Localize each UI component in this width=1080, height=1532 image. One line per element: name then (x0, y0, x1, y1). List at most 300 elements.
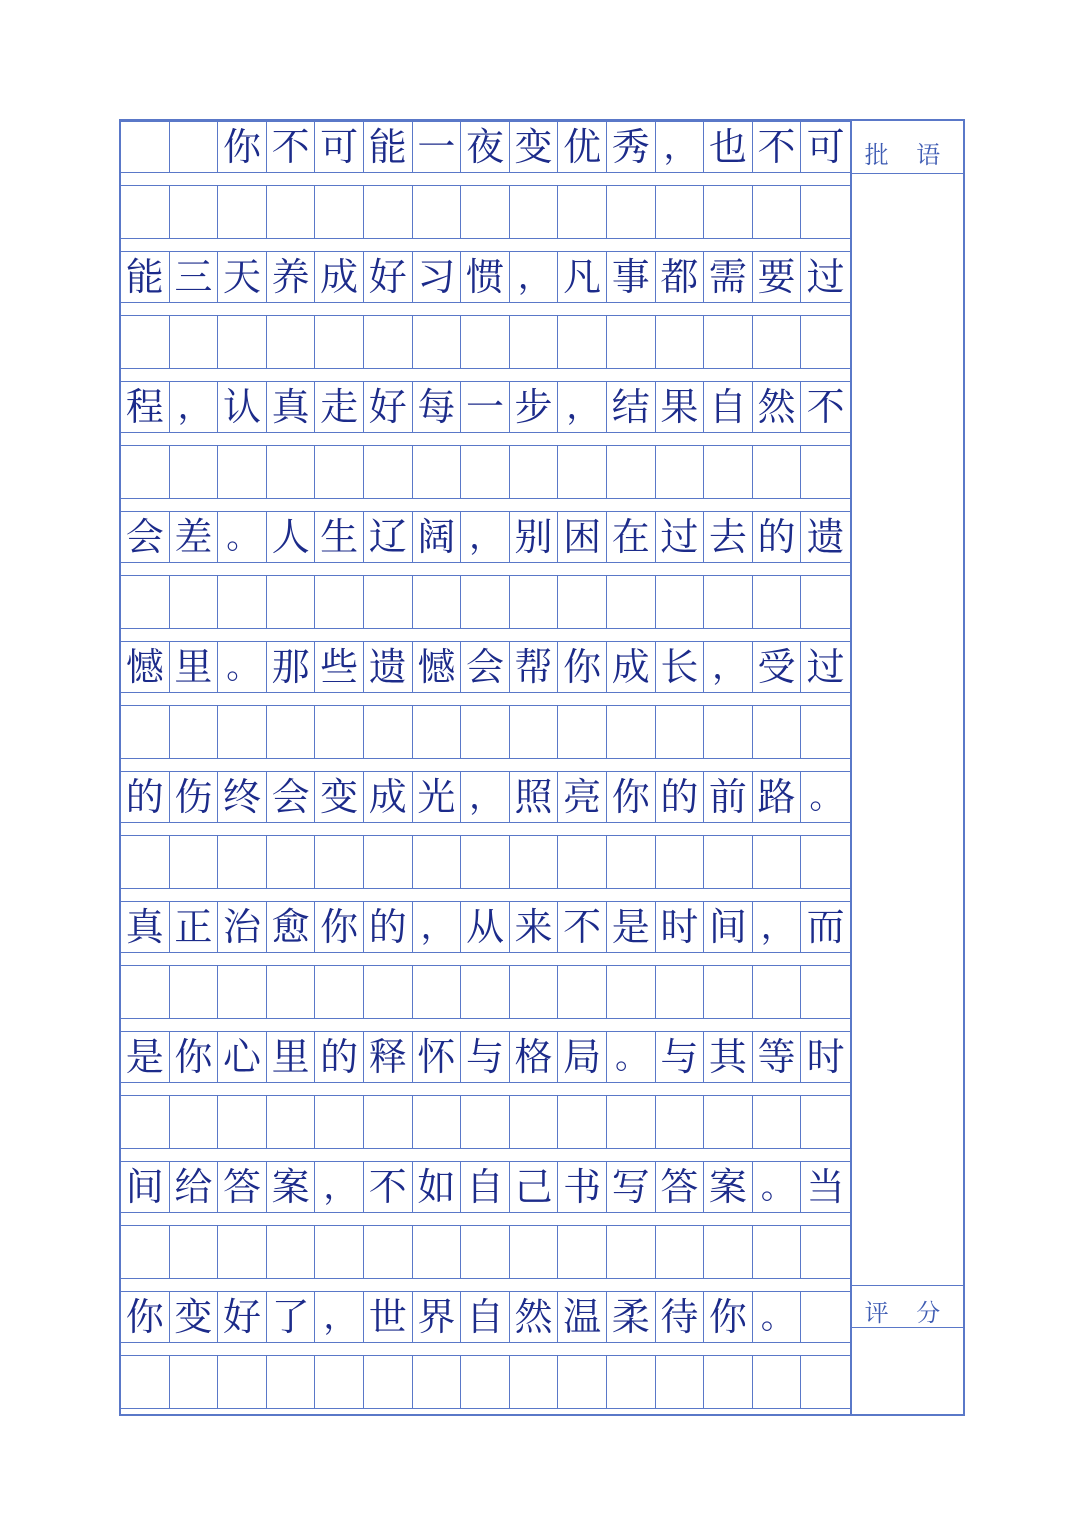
grid-cell (267, 576, 316, 628)
grid-cell: 与 (461, 1032, 510, 1082)
grid-cell (315, 1356, 364, 1408)
grid-cell (218, 186, 267, 238)
grid-cell (461, 706, 510, 758)
grid-cell (801, 446, 850, 498)
grid-cell (656, 1356, 705, 1408)
grid-cell: ， (656, 122, 705, 172)
grid-cell: ， (315, 1292, 364, 1342)
grid-cell (607, 316, 656, 368)
grid-cell: 也 (704, 122, 753, 172)
grid-cell (607, 1226, 656, 1278)
grid-cell: 的 (656, 772, 705, 822)
grid-cell (121, 576, 170, 628)
grid-cell (267, 316, 316, 368)
grid-cell: 天 (218, 252, 267, 302)
text-row (121, 381, 850, 433)
grid-cell: 你 (704, 1292, 753, 1342)
grid-cell (121, 186, 170, 238)
grid-cell (801, 1292, 850, 1342)
grid-cell (753, 1096, 802, 1148)
grid-cell: 从 (461, 902, 510, 952)
grid-cell: 长 (656, 642, 705, 692)
grid-cell: 都 (656, 252, 705, 302)
grid-cell (656, 446, 705, 498)
grid-cell: 需 (704, 252, 753, 302)
grid-cell: 待 (656, 1292, 705, 1342)
grid-cell (558, 836, 607, 888)
grid-cell: 。 (753, 1292, 802, 1342)
grid-cell (413, 836, 462, 888)
grid-cell (656, 316, 705, 368)
grid-cell (607, 706, 656, 758)
grid-cell: 可 (315, 122, 364, 172)
grid-cell: 当 (806, 1165, 845, 1209)
grid-cell: 里 (267, 1032, 316, 1082)
character-grid (121, 121, 850, 1414)
grid-cell (170, 122, 219, 172)
grid-cell (801, 186, 850, 238)
comment-divider (852, 173, 963, 174)
grid-cell: 柔 (607, 1292, 656, 1342)
grid-cell (170, 576, 219, 628)
grid-cell (170, 706, 219, 758)
blank-row (121, 1095, 850, 1149)
grid-cell: 给 (170, 1162, 219, 1212)
grid-cell: ， (315, 1162, 364, 1212)
text-row (121, 901, 850, 953)
grid-cell: 会 (121, 512, 170, 562)
grid-cell: 来 (510, 902, 559, 952)
grid-cell: 间 (704, 902, 753, 952)
grid-cell (704, 1096, 753, 1148)
grid-cell: 。 (753, 1162, 802, 1212)
grid-cell (801, 576, 850, 628)
grid-cell (121, 446, 170, 498)
grid-cell (510, 186, 559, 238)
blank-row (121, 315, 850, 369)
grid-cell (170, 186, 219, 238)
grid-cell: 是 (121, 1032, 170, 1082)
grid-cell (801, 316, 850, 368)
grid-cell (413, 576, 462, 628)
grid-cell (315, 706, 364, 758)
grid-cell: 过 (806, 255, 845, 299)
grid-cell: 然 (510, 1292, 559, 1342)
grid-cell (170, 836, 219, 888)
blank-row (121, 705, 850, 759)
grid-cell (704, 1226, 753, 1278)
grid-cell: 的 (315, 1032, 364, 1082)
grid-cell: 然 (753, 382, 802, 432)
grid-cell: ， (510, 252, 559, 302)
grid-cell: 不 (806, 385, 845, 429)
grid-cell: 结 (607, 382, 656, 432)
grid-cell (413, 1356, 462, 1408)
side-column (850, 121, 963, 1414)
grid-cell: 那 (267, 642, 316, 692)
grid-cell: 写 (607, 1162, 656, 1212)
grid-cell: ， (461, 512, 510, 562)
grid-cell (364, 316, 413, 368)
grid-cell: 优 (558, 122, 607, 172)
grid-cell (607, 576, 656, 628)
grid-cell (461, 186, 510, 238)
grid-cell: 光 (413, 772, 462, 822)
grid-cell (510, 1096, 559, 1148)
grid-cell: 受 (753, 642, 802, 692)
grid-cell (704, 446, 753, 498)
grid-cell (267, 836, 316, 888)
grid-cell: 正 (170, 902, 219, 952)
grid-cell: 凡 (558, 252, 607, 302)
grid-cell (413, 706, 462, 758)
grid-cell: 辽 (364, 512, 413, 562)
grid-cell (315, 186, 364, 238)
grid-cell (218, 706, 267, 758)
grid-cell: 要 (753, 252, 802, 302)
grid-cell (704, 836, 753, 888)
blank-row (121, 835, 850, 889)
grid-cell: 遗 (806, 515, 845, 559)
grid-cell: 变 (170, 1292, 219, 1342)
score-top-divider (852, 1285, 963, 1286)
grid-cell (267, 1226, 316, 1278)
grid-cell: 些 (315, 642, 364, 692)
grid-cell: ， (753, 902, 802, 952)
grid-cell: 生 (315, 512, 364, 562)
text-row (121, 771, 850, 823)
grid-cell (364, 186, 413, 238)
grid-cell (267, 186, 316, 238)
grid-cell: 帮 (510, 642, 559, 692)
grid-cell: 你 (607, 772, 656, 822)
grid-cell: 在 (607, 512, 656, 562)
grid-cell (218, 446, 267, 498)
grid-cell (558, 1096, 607, 1148)
grid-cell (558, 966, 607, 1018)
grid-cell (364, 1356, 413, 1408)
text-row (121, 641, 850, 693)
grid-cell (170, 1226, 219, 1278)
grid-cell: 是 (607, 902, 656, 952)
grid-cell (510, 446, 559, 498)
grid-cell: 亮 (558, 772, 607, 822)
grid-cell (364, 836, 413, 888)
grid-cell: 。 (809, 777, 844, 817)
grid-cell (461, 1356, 510, 1408)
grid-cell: 答 (218, 1162, 267, 1212)
comment-label: 批 语 (864, 141, 951, 169)
grid-cell (704, 316, 753, 368)
grid-cell: 心 (218, 1032, 267, 1082)
grid-cell: 你 (315, 902, 364, 952)
grid-cell: 夜 (461, 122, 510, 172)
grid-cell (461, 316, 510, 368)
grid-cell: 走 (315, 382, 364, 432)
grid-cell (753, 1226, 802, 1278)
grid-cell (121, 966, 170, 1018)
grid-cell (170, 1096, 219, 1148)
grid-cell (558, 576, 607, 628)
grid-cell (218, 836, 267, 888)
grid-cell: 变 (315, 772, 364, 822)
grid-cell (704, 186, 753, 238)
grid-cell: 间 (121, 1162, 170, 1212)
grid-cell (607, 1096, 656, 1148)
grid-cell: 案 (267, 1162, 316, 1212)
grid-cell: ， (704, 642, 753, 692)
grid-cell (656, 576, 705, 628)
grid-cell (704, 706, 753, 758)
grid-cell (461, 1096, 510, 1148)
grid-cell (801, 966, 850, 1018)
text-row (121, 1291, 850, 1343)
grid-cell: 憾 (413, 642, 462, 692)
grid-cell (801, 706, 850, 758)
grid-cell (801, 1356, 850, 1408)
grid-cell (413, 316, 462, 368)
text-row (121, 251, 850, 303)
grid-cell: 你 (121, 1292, 170, 1342)
grid-cell (656, 706, 705, 758)
grid-cell (315, 1226, 364, 1278)
text-row (121, 121, 850, 173)
grid-cell: 里 (170, 642, 219, 692)
grid-cell (558, 1356, 607, 1408)
grid-cell (170, 446, 219, 498)
grid-cell: 怀 (413, 1032, 462, 1082)
grid-cell: 会 (267, 772, 316, 822)
grid-cell: 遗 (364, 642, 413, 692)
grid-cell: 习 (413, 252, 462, 302)
grid-cell (121, 316, 170, 368)
grid-cell: 伤 (170, 772, 219, 822)
grid-cell: 成 (315, 252, 364, 302)
grid-cell (364, 706, 413, 758)
grid-cell (656, 186, 705, 238)
blank-row (121, 1355, 850, 1409)
grid-cell: 照 (510, 772, 559, 822)
grid-cell: 答 (656, 1162, 705, 1212)
grid-cell (510, 576, 559, 628)
grid-cell (413, 186, 462, 238)
grid-cell: 会 (461, 642, 510, 692)
grid-cell (315, 966, 364, 1018)
grid-cell: 认 (218, 382, 267, 432)
grid-cell (170, 966, 219, 1018)
grid-cell: 憾 (121, 642, 170, 692)
grid-cell: 成 (364, 772, 413, 822)
grid-cell: 能 (121, 252, 170, 302)
grid-cell (558, 706, 607, 758)
grid-cell (607, 1356, 656, 1408)
grid-cell (218, 1096, 267, 1148)
grid-cell: 等 (753, 1032, 802, 1082)
grid-cell: 温 (558, 1292, 607, 1342)
grid-cell (218, 316, 267, 368)
grid-cell: 好 (364, 382, 413, 432)
grid-cell: 。 (218, 512, 267, 562)
grid-cell: 的 (121, 772, 170, 822)
grid-cell: 惯 (461, 252, 510, 302)
grid-cell: 其 (704, 1032, 753, 1082)
grid-cell (704, 576, 753, 628)
grid-cell (461, 446, 510, 498)
grid-cell (558, 316, 607, 368)
grid-cell: 别 (510, 512, 559, 562)
grid-cell (801, 836, 850, 888)
grid-cell: 而 (806, 905, 845, 949)
grid-cell (607, 966, 656, 1018)
grid-cell (364, 576, 413, 628)
grid-cell (753, 446, 802, 498)
grid-cell: 的 (364, 902, 413, 952)
grid-cell: 秀 (607, 122, 656, 172)
grid-cell (753, 316, 802, 368)
grid-cell (510, 966, 559, 1018)
grid-cell: 能 (364, 122, 413, 172)
grid-cell (170, 1356, 219, 1408)
grid-cell: 界 (413, 1292, 462, 1342)
blank-row (121, 1225, 850, 1279)
grid-cell (364, 1096, 413, 1148)
grid-cell: 的 (753, 512, 802, 562)
grid-cell (656, 1226, 705, 1278)
blank-row (121, 185, 850, 239)
grid-cell (218, 576, 267, 628)
grid-cell: 世 (364, 1292, 413, 1342)
grid-cell: 过 (656, 512, 705, 562)
grid-cell (267, 1356, 316, 1408)
grid-cell (267, 706, 316, 758)
writing-sheet (119, 119, 965, 1416)
grid-cell: 。 (218, 642, 267, 692)
grid-cell (218, 966, 267, 1018)
text-row (121, 511, 850, 563)
grid-cell (753, 1356, 802, 1408)
grid-cell: 局 (558, 1032, 607, 1082)
grid-cell: 格 (510, 1032, 559, 1082)
grid-cell: ， (461, 772, 510, 822)
grid-cell: 好 (364, 252, 413, 302)
score-label: 评 分 (864, 1299, 951, 1327)
grid-cell (704, 1356, 753, 1408)
grid-cell: 可 (806, 125, 845, 169)
grid-cell: 己 (510, 1162, 559, 1212)
grid-cell: 步 (510, 382, 559, 432)
grid-cell (364, 966, 413, 1018)
grid-cell: 你 (218, 122, 267, 172)
grid-cell (753, 186, 802, 238)
grid-cell: ， (558, 382, 607, 432)
grid-cell: 治 (218, 902, 267, 952)
grid-cell (218, 1356, 267, 1408)
grid-cell (656, 1096, 705, 1148)
grid-cell: 愈 (267, 902, 316, 952)
grid-cell (704, 966, 753, 1018)
grid-cell: 真 (121, 902, 170, 952)
grid-cell: 差 (170, 512, 219, 562)
grid-cell: 困 (558, 512, 607, 562)
grid-cell: 释 (364, 1032, 413, 1082)
grid-cell (558, 186, 607, 238)
grid-cell (413, 446, 462, 498)
blank-row (121, 575, 850, 629)
grid-cell: 不 (364, 1162, 413, 1212)
grid-cell (607, 446, 656, 498)
grid-cell: 终 (218, 772, 267, 822)
grid-cell: ， (170, 382, 219, 432)
blank-row (121, 965, 850, 1019)
grid-cell: 不 (753, 122, 802, 172)
grid-cell (656, 966, 705, 1018)
grid-cell: 真 (267, 382, 316, 432)
grid-cell (315, 316, 364, 368)
grid-cell (121, 1226, 170, 1278)
grid-cell (413, 1226, 462, 1278)
grid-cell (510, 1356, 559, 1408)
grid-cell: 每 (413, 382, 462, 432)
grid-cell: 人 (267, 512, 316, 562)
grid-cell (121, 1096, 170, 1148)
grid-cell (413, 966, 462, 1018)
grid-cell (461, 966, 510, 1018)
grid-cell (558, 1226, 607, 1278)
grid-cell: 时 (656, 902, 705, 952)
grid-cell (461, 576, 510, 628)
grid-cell: 案 (704, 1162, 753, 1212)
grid-cell: 程 (121, 382, 170, 432)
grid-cell (121, 122, 170, 172)
score-divider (852, 1327, 963, 1328)
grid-cell: 你 (170, 1032, 219, 1082)
grid-cell (753, 706, 802, 758)
grid-cell: 变 (510, 122, 559, 172)
grid-cell: 自 (704, 382, 753, 432)
grid-cell (267, 1096, 316, 1148)
grid-cell (558, 446, 607, 498)
grid-cell (315, 836, 364, 888)
grid-cell: 果 (656, 382, 705, 432)
grid-cell: 好 (218, 1292, 267, 1342)
grid-cell: 过 (806, 645, 845, 689)
grid-cell: 书 (558, 1162, 607, 1212)
grid-cell (121, 706, 170, 758)
text-row (121, 1161, 850, 1213)
grid-cell (510, 836, 559, 888)
grid-cell: 了 (267, 1292, 316, 1342)
grid-cell: ， (413, 902, 462, 952)
text-row (121, 1031, 850, 1083)
grid-cell (656, 836, 705, 888)
grid-cell: 你 (558, 642, 607, 692)
grid-cell (607, 186, 656, 238)
grid-cell (753, 576, 802, 628)
grid-cell (510, 706, 559, 758)
grid-cell (461, 1226, 510, 1278)
grid-cell (510, 1226, 559, 1278)
grid-cell (801, 1226, 850, 1278)
grid-cell (315, 576, 364, 628)
grid-cell (801, 1096, 850, 1148)
grid-cell: 与 (656, 1032, 705, 1082)
grid-cell: 时 (806, 1035, 845, 1079)
grid-cell (413, 1096, 462, 1148)
grid-cell: 路 (753, 772, 802, 822)
grid-cell (267, 446, 316, 498)
grid-cell (461, 836, 510, 888)
blank-row (121, 445, 850, 499)
